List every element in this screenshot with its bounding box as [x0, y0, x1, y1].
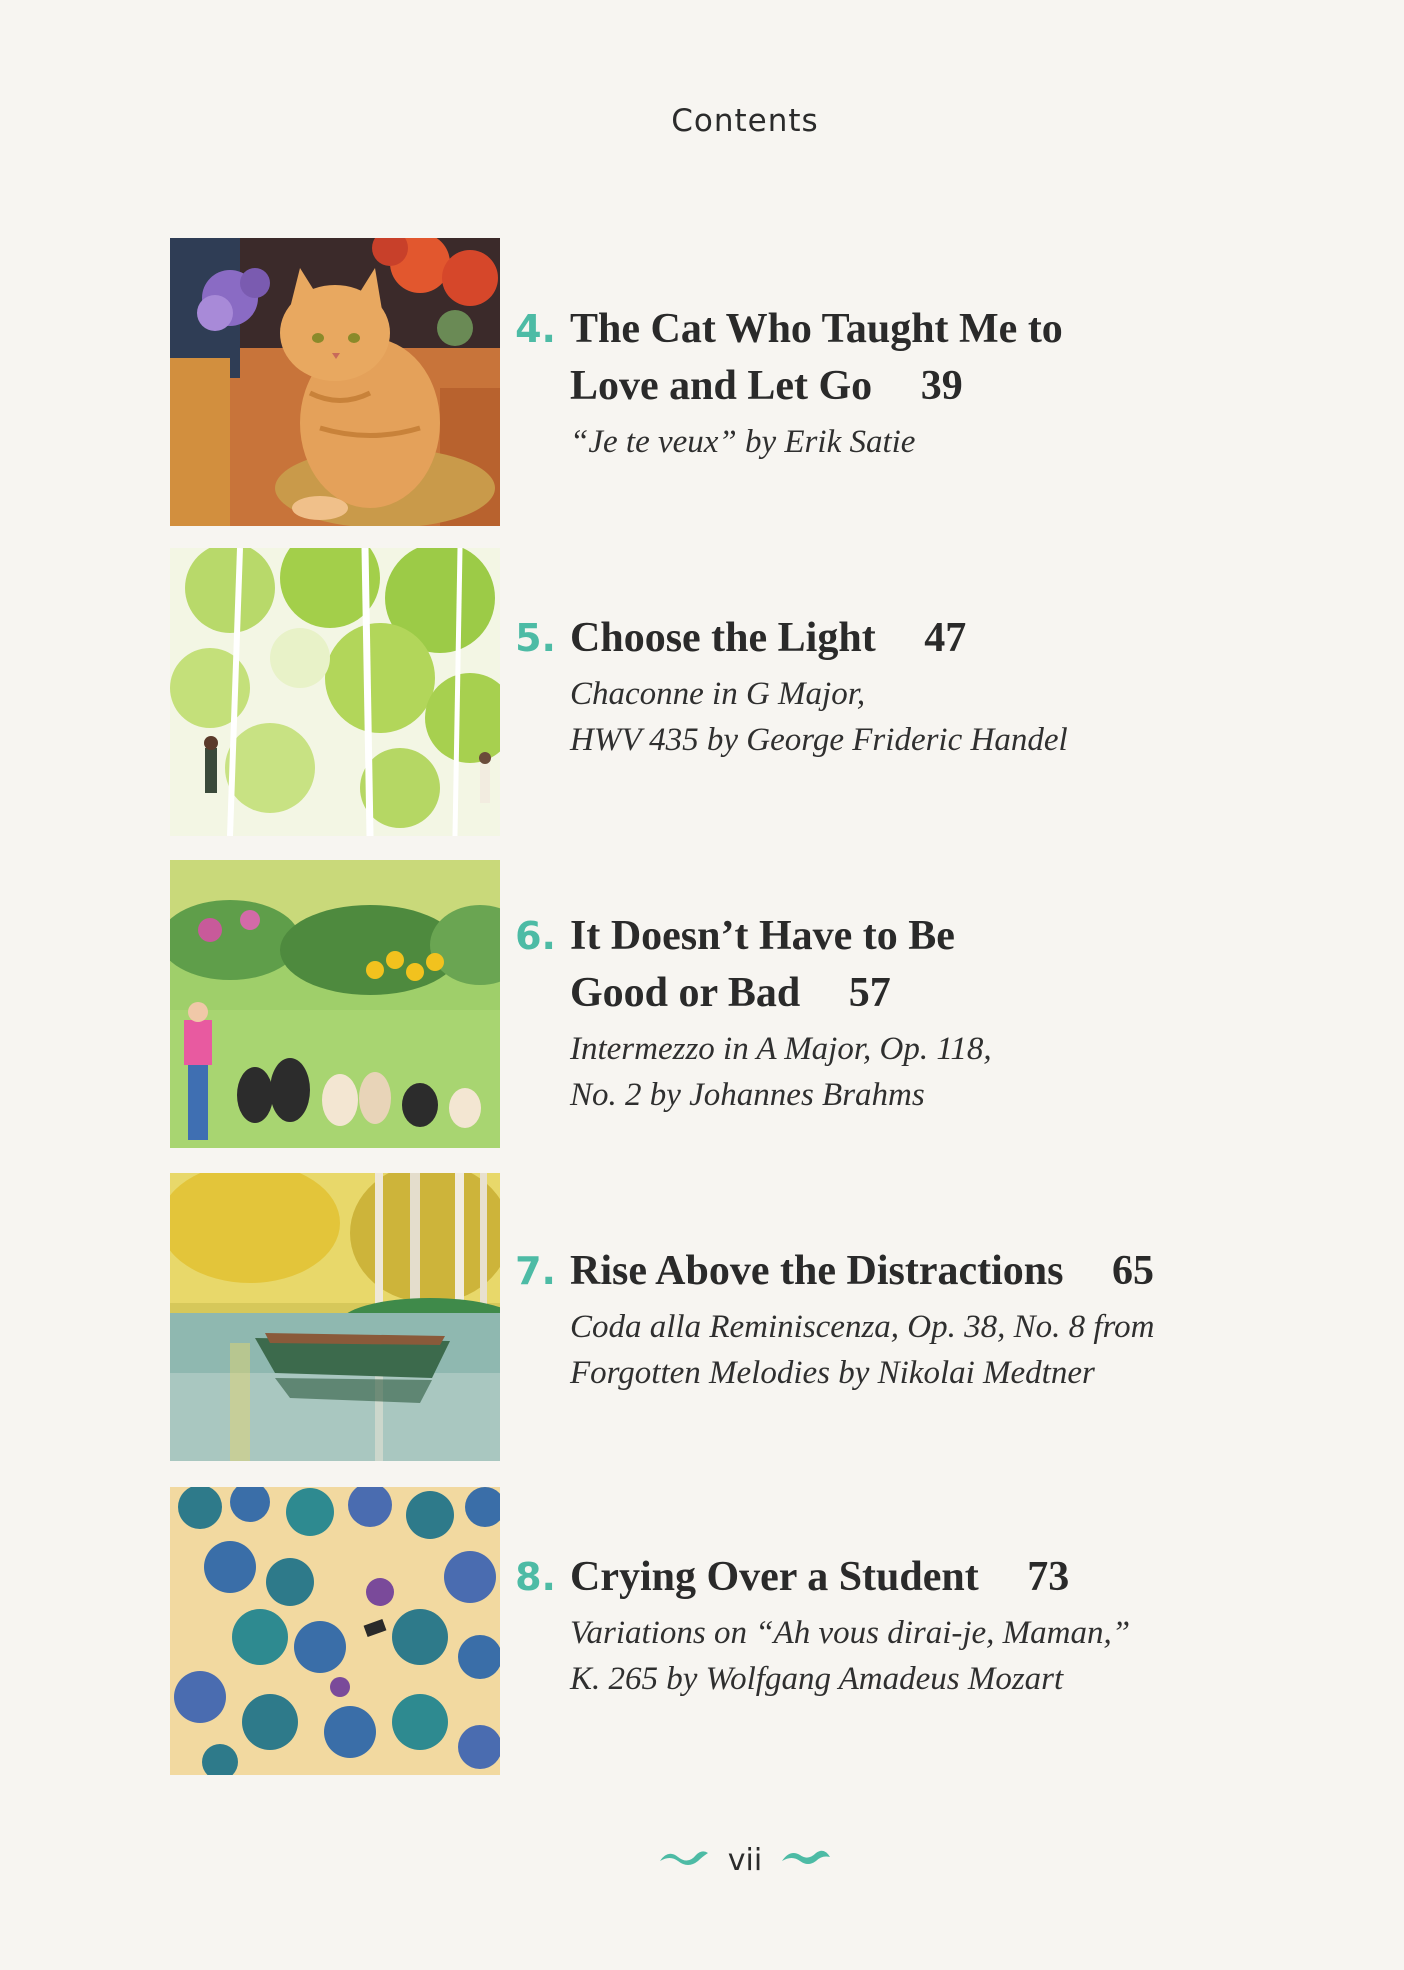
rowboat-on-lake-painting — [170, 1173, 500, 1461]
toc-title: 8. Crying Over a Student 73 — [570, 1549, 1290, 1606]
toc-subtitle: K. 265 by Wolfgang Amadeus Mozart — [570, 1661, 1064, 1697]
toc-title: 4. The Cat Who Taught Me to — [570, 301, 1290, 358]
toc-entry-8[interactable] — [170, 1487, 1320, 1775]
toc-title: Love and Let Go 39 — [570, 363, 963, 409]
page-footer — [0, 1843, 1404, 1883]
aerial-trees-piano-painting — [170, 1487, 500, 1775]
dogs-in-garden-painting — [170, 860, 500, 1148]
chapter-number: 7. — [515, 1249, 556, 1293]
chapter-number: 5. — [515, 616, 556, 660]
chapter-number: 8. — [515, 1555, 556, 1599]
toc-subtitle: Intermezzo in A Major, Op. 118, — [570, 1031, 992, 1067]
page-number: 57 — [848, 970, 891, 1016]
toc-title: 6. It Doesn’t Have to Be — [570, 908, 1290, 965]
chapter-number: 4. — [515, 307, 556, 351]
page-number: 47 — [924, 615, 967, 661]
wave-ornament-icon — [780, 1847, 832, 1874]
toc-entry-5[interactable] — [170, 548, 1320, 836]
page-number: 73 — [1027, 1554, 1070, 1600]
orange-cat-painting — [170, 238, 500, 526]
toc-title: 7. Rise Above the Distractions 65 — [570, 1243, 1290, 1300]
toc-subtitle: Variations on “Ah vous dirai-je, Maman,” — [570, 1615, 1131, 1651]
page-number: 65 — [1111, 1248, 1154, 1294]
toc-entry-4[interactable] — [170, 238, 1320, 526]
toc-subtitle: Chaconne in G Major, — [570, 676, 866, 712]
page-number: 39 — [920, 363, 963, 409]
toc-subtitle: HWV 435 by George Frideric Handel — [570, 722, 1068, 758]
toc-subtitle: “Je te veux” by Erik Satie — [570, 424, 916, 460]
page-title: Contents — [671, 103, 819, 139]
wave-ornament-icon — [658, 1847, 710, 1874]
toc-entry-6[interactable] — [170, 860, 1320, 1148]
folio: vii — [727, 1843, 763, 1878]
toc-subtitle: No. 2 by Johannes Brahms — [570, 1077, 925, 1113]
toc-subtitle: Coda alla Reminiscenza, Op. 38, No. 8 from — [570, 1309, 1155, 1345]
chapter-number: 6. — [515, 914, 556, 958]
birch-forest-painting — [170, 548, 500, 836]
toc-entry-7[interactable] — [170, 1173, 1320, 1461]
toc-subtitle: Forgotten Melodies by Nikolai Medtner — [570, 1355, 1095, 1391]
toc-title: Good or Bad 57 — [570, 970, 891, 1016]
toc-title: 5. Choose the Light 47 — [570, 610, 1290, 667]
